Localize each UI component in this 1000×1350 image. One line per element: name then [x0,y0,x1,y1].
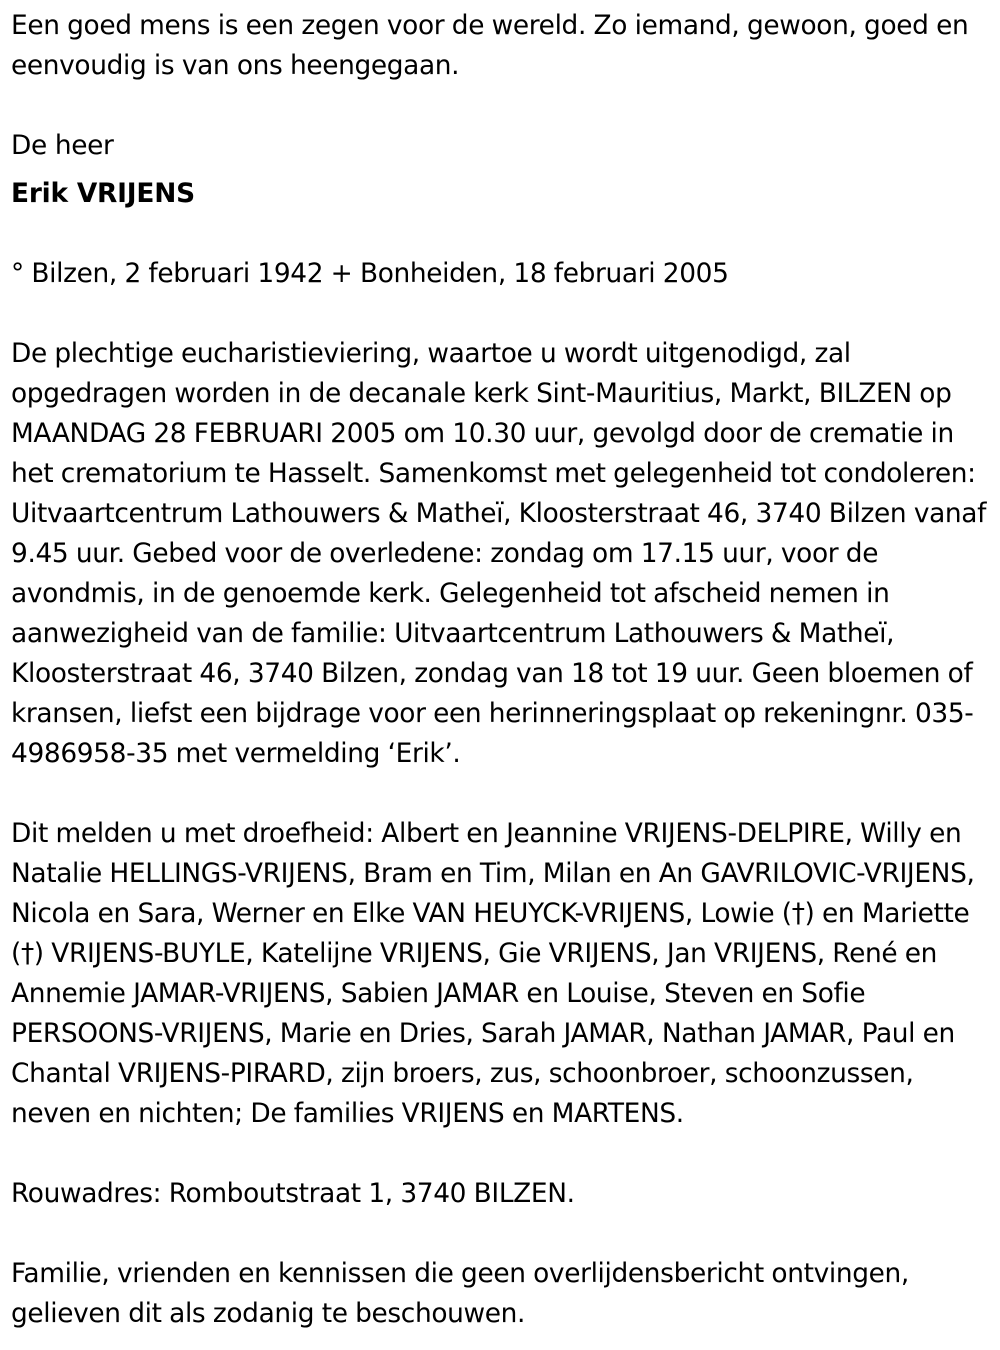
spacer [11,1134,993,1174]
spacer [11,774,993,814]
spacer [11,86,993,126]
intro-paragraph: Een goed mens is een zegen voor de wereld. Zo iemand, gewoon, goed en eenvoudig is van ons heengegaan. [11,10,969,81]
salutation: De heer [11,130,114,161]
mourning-address: Rouwadres: Romboutstraat 1, 3740 BILZEN. [11,1178,575,1209]
deceased-name: Erik VRIJENS [11,178,195,209]
spacer [11,294,993,334]
spacer [11,1214,993,1254]
spacer [11,214,993,254]
mourners-paragraph: Dit melden u met droefheid: Albert en Jeannine VRIJENS-DELPIRE, Willy en Natalie HELLINGS-VRIJENS, Bram en Tim, Milan en An GAVRILOVIC-VRIJENS, Nicola en Sara, Werner en Elke VAN HEUYCK-VRIJENS, Lowie (†) en Mariette (†) VRIJENS-BUYLE, Katelijne VRIJENS, Gie VRIJENS, Jan VRIJENS, René en Annemie JAMAR-VRIJENS, Sabien JAMAR en Louise, Steven en Sofie PERSOONS-VRIJENS, Marie en Dries, Sarah JAMAR, Nathan JAMAR, Paul en Chantal VRIJENS-PIRARD, zijn broers, zus, schoonbroer, schoonzussen, neven en nichten; De families VRIJENS en MARTENS. [11,818,975,1129]
ceremony-paragraph: De plechtige eucharistieviering, waartoe u wordt uitgenodigd, zal opgedragen worden in de decanale kerk Sint-Mauritius, Markt, BILZEN op MAANDAG 28 FEBRUARI 2005 om 10.30 uur, gevolgd door de crematie in het crematorium te Hasselt. Samenkomst met gelegenheid tot condoleren: Uitvaartcentrum Lathouwers & Matheï, Kloosterstraat 46, 3740 Bilzen vanaf 9.45 uur. Gebed voor de overledene: zondag om 17.15 uur, voor de avondmis, in de genoemde kerk. Gelegenheid tot afscheid nemen in aanwezigheid van de familie: Uitvaartcentrum Lathouwers & Matheï, Kloosterstraat 46, 3740 Bilzen, zondag van 18 tot 19 uur. Geen bloemen of kransen, liefst een bijdrage voor een herinneringsplaat op rekeningnr. 035-4986958-35 met vermelding ‘Erik’. [11,338,987,769]
obituary-notice [11,6,993,1334]
spacer [11,166,993,174]
birth-death-dates: ° Bilzen, 2 februari 1942 + Bonheiden, 18 februari 2005 [11,258,729,289]
closing-paragraph: Familie, vrienden en kennissen die geen overlijdensbericht ontvingen, gelieven dit als zodanig te beschouwen. [11,1258,909,1329]
